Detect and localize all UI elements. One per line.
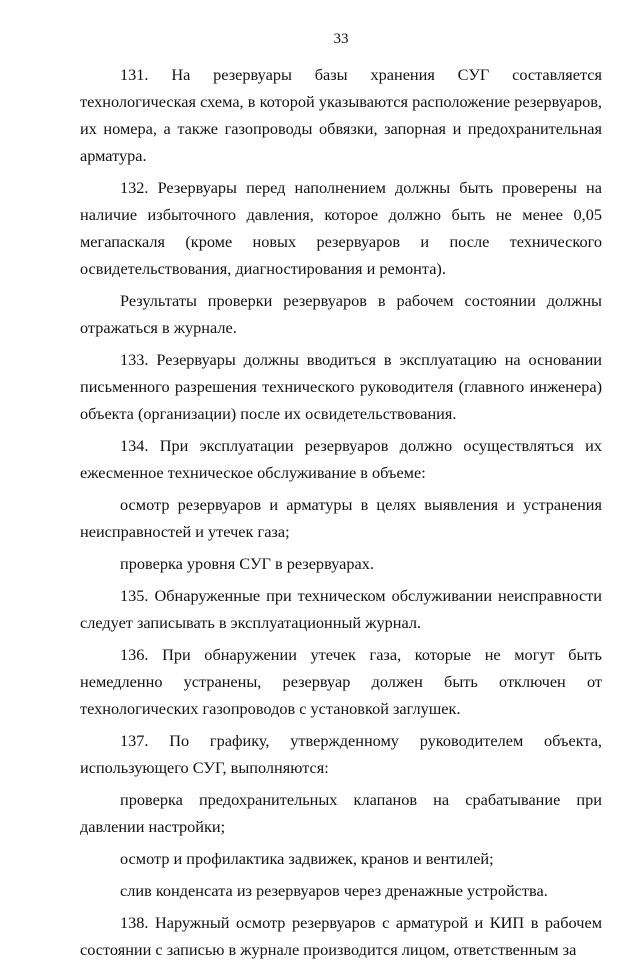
paragraph-137-item-2: осмотр и профилактика задвижек, кранов и вентилей;: [120, 849, 494, 868]
paragraph-135: 135. Обнаруженные при техническом обслуживании неисправности следует записывать в эксплуатационный журнал.: [80, 586, 602, 632]
paragraph-137-item-3: слив конденсата из резервуаров через дренажные устройства.: [120, 881, 548, 900]
paragraph-137-item-1: проверка предохранительных клапанов на срабатывание при давлении настройки;: [80, 790, 602, 836]
paragraph-134-item-2: проверка уровня СУГ в резервуарах.: [120, 554, 374, 573]
paragraph-132: 132. Резервуары перед наполнением должны быть проверены на наличие избыточного давления, которое должно быть не менее 0,05 мегапаскаля (кроме новых резервуаров и после технического освидетельствования, диагностирования и ремонта).: [80, 178, 602, 278]
paragraph-134-item-1: осмотр резервуаров и арматуры в целях выявления и устранения неисправностей и утечек газа;: [80, 495, 602, 541]
paragraph-136: 136. При обнаружении утечек газа, которые не могут быть немедленно устранены, резервуар должен быть отключен от технологических газопроводов с установкой заглушек.: [80, 645, 602, 718]
paragraph-133: 133. Резервуары должны вводиться в эксплуатацию на основании письменного разрешения технического руководителя (главного инженера) объекта (организации) после их освидетельствования.: [80, 350, 602, 423]
paragraph-134: 134. При эксплуатации резервуаров должно осуществляться их ежесменное техническое обслуживание в объеме:: [80, 436, 602, 482]
paragraph-131: 131. На резервуары базы хранения СУГ составляется технологическая схема, в которой указываются расположение резервуаров, их номера, а также газопроводы обвязки, запорная и предохранительная арматура.: [80, 65, 602, 165]
page-number: 33: [333, 31, 349, 47]
paragraph-132-results: Результаты проверки резервуаров в рабочем состоянии должны отражаться в журнале.: [80, 291, 602, 337]
paragraph-138: 138. Наружный осмотр резервуаров с арматурой и КИП в рабочем состоянии с записью в журнале производится лицом, ответственным за: [80, 913, 602, 959]
paragraph-137: 137. По графику, утвержденному руководителем объекта, использующего СУГ, выполняются:: [80, 731, 602, 777]
